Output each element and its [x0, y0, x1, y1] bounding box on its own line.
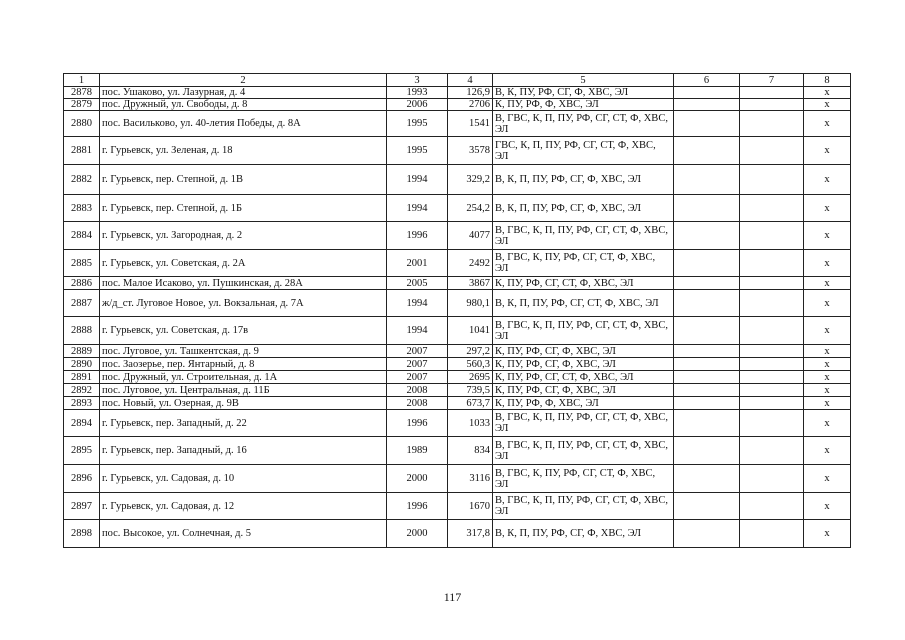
table-row	[64, 371, 851, 384]
column-8-cell: x	[804, 358, 851, 371]
table-body	[64, 74, 851, 548]
row-number: 2888	[64, 317, 100, 345]
table-row	[64, 384, 851, 397]
column-6-cell	[674, 250, 740, 277]
column-6-cell	[674, 410, 740, 437]
year-cell: 2008	[387, 397, 448, 410]
row-number: 2890	[64, 358, 100, 371]
column-7-cell	[740, 493, 804, 520]
area-cell: 297,2	[448, 345, 493, 358]
year-cell: 2000	[387, 520, 448, 548]
column-6-cell	[674, 384, 740, 397]
year-cell: 1995	[387, 137, 448, 165]
area-cell: 1541	[448, 111, 493, 137]
table-row	[64, 99, 851, 111]
year-cell: 2007	[387, 358, 448, 371]
area-cell: 1033	[448, 410, 493, 437]
table-row	[64, 137, 851, 165]
systems-cell: В, К, П, ПУ, РФ, СГ, Ф, ХВС, ЭЛ	[493, 520, 674, 548]
year-cell: 2001	[387, 250, 448, 277]
column-header: 8	[804, 74, 851, 87]
row-number: 2882	[64, 165, 100, 195]
column-6-cell	[674, 137, 740, 165]
table-row	[64, 358, 851, 371]
column-6-cell	[674, 520, 740, 548]
year-cell: 1993	[387, 87, 448, 99]
systems-cell: К, ПУ, РФ, СГ, СТ, Ф, ХВС, ЭЛ	[493, 371, 674, 384]
column-6-cell	[674, 195, 740, 222]
column-8-cell: x	[804, 371, 851, 384]
column-7-cell	[740, 99, 804, 111]
year-cell: 1996	[387, 222, 448, 250]
systems-cell: В, ГВС, К, ПУ, РФ, СГ, СТ, Ф, ХВС, ЭЛ	[493, 465, 674, 493]
column-header: 7	[740, 74, 804, 87]
systems-cell: К, ПУ, РФ, СГ, СТ, Ф, ХВС, ЭЛ	[493, 277, 674, 290]
systems-cell: ГВС, К, П, ПУ, РФ, СГ, СТ, Ф, ХВС, ЭЛ	[493, 137, 674, 165]
area-cell: 980,1	[448, 290, 493, 317]
column-header: 3	[387, 74, 448, 87]
year-cell: 2006	[387, 99, 448, 111]
row-number: 2889	[64, 345, 100, 358]
column-7-cell	[740, 250, 804, 277]
row-number: 2885	[64, 250, 100, 277]
systems-cell: К, ПУ, РФ, СГ, Ф, ХВС, ЭЛ	[493, 384, 674, 397]
column-header: 2	[100, 74, 387, 87]
column-6-cell	[674, 99, 740, 111]
area-cell: 834	[448, 437, 493, 465]
column-7-cell	[740, 437, 804, 465]
systems-cell: В, К, П, ПУ, РФ, СГ, СТ, Ф, ХВС, ЭЛ	[493, 290, 674, 317]
table-row	[64, 222, 851, 250]
area-cell: 329,2	[448, 165, 493, 195]
area-cell: 317,8	[448, 520, 493, 548]
column-7-cell	[740, 277, 804, 290]
column-8-cell: x	[804, 165, 851, 195]
systems-cell: В, ГВС, К, П, ПУ, РФ, СГ, СТ, Ф, ХВС, ЭЛ	[493, 410, 674, 437]
column-8-cell: x	[804, 410, 851, 437]
row-number: 2892	[64, 384, 100, 397]
column-8-cell: x	[804, 317, 851, 345]
address-cell: г. Гурьевск, ул. Зеленая, д. 18	[100, 137, 387, 165]
systems-cell: В, ГВС, К, ПУ, РФ, СГ, СТ, Ф, ХВС, ЭЛ	[493, 250, 674, 277]
column-7-cell	[740, 520, 804, 548]
year-cell: 2008	[387, 384, 448, 397]
column-7-cell	[740, 358, 804, 371]
area-cell: 126,9	[448, 87, 493, 99]
area-cell: 3578	[448, 137, 493, 165]
column-6-cell	[674, 277, 740, 290]
systems-cell: К, ПУ, РФ, СГ, Ф, ХВС, ЭЛ	[493, 345, 674, 358]
column-6-cell	[674, 345, 740, 358]
row-number: 2895	[64, 437, 100, 465]
column-6-cell	[674, 317, 740, 345]
column-8-cell: x	[804, 397, 851, 410]
year-cell: 2000	[387, 465, 448, 493]
column-6-cell	[674, 87, 740, 99]
address-cell: г. Гурьевск, пер. Западный, д. 22	[100, 410, 387, 437]
row-number: 2883	[64, 195, 100, 222]
column-8-cell: x	[804, 290, 851, 317]
table-row	[64, 520, 851, 548]
area-cell: 3116	[448, 465, 493, 493]
address-cell: пос. Луговое, ул. Ташкентская, д. 9	[100, 345, 387, 358]
page-number: 117	[443, 590, 462, 604]
table-row	[64, 87, 851, 99]
table-row	[64, 465, 851, 493]
row-number: 2880	[64, 111, 100, 137]
table-row	[64, 437, 851, 465]
column-6-cell	[674, 165, 740, 195]
address-cell: г. Гурьевск, ул. Садовая, д. 12	[100, 493, 387, 520]
row-number: 2887	[64, 290, 100, 317]
address-cell: г. Гурьевск, пер. Степной, д. 1Б	[100, 195, 387, 222]
address-cell: ж/д_ст. Луговое Новое, ул. Вокзальная, д. 7А	[100, 290, 387, 317]
column-8-cell: x	[804, 345, 851, 358]
column-6-cell	[674, 465, 740, 493]
row-number: 2881	[64, 137, 100, 165]
area-cell: 254,2	[448, 195, 493, 222]
column-8-cell: x	[804, 222, 851, 250]
systems-cell: В, ГВС, К, П, ПУ, РФ, СГ, СТ, Ф, ХВС, ЭЛ	[493, 493, 674, 520]
systems-cell: В, К, П, ПУ, РФ, СГ, Ф, ХВС, ЭЛ	[493, 195, 674, 222]
column-header: 1	[64, 74, 100, 87]
column-6-cell	[674, 290, 740, 317]
year-cell: 1994	[387, 195, 448, 222]
address-cell: пос. Высокое, ул. Солнечная, д. 5	[100, 520, 387, 548]
column-7-cell	[740, 397, 804, 410]
address-cell: г. Гурьевск, пер. Западный, д. 16	[100, 437, 387, 465]
table-row	[64, 277, 851, 290]
row-number: 2884	[64, 222, 100, 250]
address-cell: пос. Дружный, ул. Свободы, д. 8	[100, 99, 387, 111]
systems-cell: В, ГВС, К, П, ПУ, РФ, СГ, СТ, Ф, ХВС, ЭЛ	[493, 111, 674, 137]
row-number: 2897	[64, 493, 100, 520]
column-7-cell	[740, 165, 804, 195]
table-row	[64, 410, 851, 437]
column-8-cell: x	[804, 99, 851, 111]
address-cell: г. Гурьевск, ул. Садовая, д. 10	[100, 465, 387, 493]
column-7-cell	[740, 222, 804, 250]
systems-cell: В, ГВС, К, П, ПУ, РФ, СГ, СТ, Ф, ХВС, ЭЛ	[493, 317, 674, 345]
area-cell: 560,3	[448, 358, 493, 371]
address-cell: г. Гурьевск, ул. Загородная, д. 2	[100, 222, 387, 250]
systems-cell: В, ГВС, К, П, ПУ, РФ, СГ, СТ, Ф, ХВС, ЭЛ	[493, 437, 674, 465]
address-cell: пос. Малое Исаково, ул. Пушкинская, д. 28А	[100, 277, 387, 290]
row-number: 2894	[64, 410, 100, 437]
area-cell: 739,5	[448, 384, 493, 397]
column-header: 5	[493, 74, 674, 87]
row-number: 2896	[64, 465, 100, 493]
year-cell: 1994	[387, 290, 448, 317]
address-cell: пос. Новый, ул. Озерная, д. 9В	[100, 397, 387, 410]
column-6-cell	[674, 111, 740, 137]
area-cell: 673,7	[448, 397, 493, 410]
address-cell: пос. Васильково, ул. 40-летия Победы, д. 8А	[100, 111, 387, 137]
row-number: 2886	[64, 277, 100, 290]
column-6-cell	[674, 493, 740, 520]
column-7-cell	[740, 111, 804, 137]
area-cell: 4077	[448, 222, 493, 250]
column-6-cell	[674, 397, 740, 410]
table-row	[64, 397, 851, 410]
column-7-cell	[740, 137, 804, 165]
systems-cell: В, К, ПУ, РФ, СГ, Ф, ХВС, ЭЛ	[493, 87, 674, 99]
address-cell: г. Гурьевск, пер. Степной, д. 1В	[100, 165, 387, 195]
year-cell: 2007	[387, 345, 448, 358]
table-row	[64, 111, 851, 137]
area-cell: 1670	[448, 493, 493, 520]
systems-cell: К, ПУ, РФ, Ф, ХВС, ЭЛ	[493, 397, 674, 410]
year-cell: 1994	[387, 317, 448, 345]
column-8-cell: x	[804, 111, 851, 137]
area-cell: 3867	[448, 277, 493, 290]
table-row	[64, 493, 851, 520]
column-8-cell: x	[804, 277, 851, 290]
address-cell: пос. Заозерье, пер. Янтарный, д. 8	[100, 358, 387, 371]
row-number: 2893	[64, 397, 100, 410]
column-7-cell	[740, 384, 804, 397]
column-6-cell	[674, 222, 740, 250]
column-8-cell: x	[804, 250, 851, 277]
address-cell: пос. Ушаково, ул. Лазурная, д. 4	[100, 87, 387, 99]
area-cell: 2492	[448, 250, 493, 277]
column-6-cell	[674, 358, 740, 371]
row-number: 2878	[64, 87, 100, 99]
area-cell: 1041	[448, 317, 493, 345]
column-6-cell	[674, 437, 740, 465]
column-8-cell: x	[804, 87, 851, 99]
column-7-cell	[740, 410, 804, 437]
systems-cell: В, К, П, ПУ, РФ, СГ, Ф, ХВС, ЭЛ	[493, 165, 674, 195]
column-7-cell	[740, 371, 804, 384]
column-7-cell	[740, 87, 804, 99]
table-row	[64, 165, 851, 195]
table-row	[64, 195, 851, 222]
year-cell: 2005	[387, 277, 448, 290]
column-7-cell	[740, 465, 804, 493]
column-8-cell: x	[804, 520, 851, 548]
column-7-cell	[740, 195, 804, 222]
systems-cell: К, ПУ, РФ, Ф, ХВС, ЭЛ	[493, 99, 674, 111]
column-8-cell: x	[804, 465, 851, 493]
year-cell: 1989	[387, 437, 448, 465]
row-number: 2879	[64, 99, 100, 111]
year-cell: 1996	[387, 493, 448, 520]
column-8-cell: x	[804, 437, 851, 465]
area-cell: 2706	[448, 99, 493, 111]
year-cell: 2007	[387, 371, 448, 384]
column-8-cell: x	[804, 384, 851, 397]
address-cell: г. Гурьевск, ул. Советская, д. 17в	[100, 317, 387, 345]
row-number: 2898	[64, 520, 100, 548]
column-7-cell	[740, 345, 804, 358]
year-cell: 1994	[387, 165, 448, 195]
table-row	[64, 290, 851, 317]
year-cell: 1996	[387, 410, 448, 437]
area-cell: 2695	[448, 371, 493, 384]
address-cell: пос. Луговое, ул. Центральная, д. 11Б	[100, 384, 387, 397]
column-7-cell	[740, 290, 804, 317]
column-header: 4	[448, 74, 493, 87]
column-7-cell	[740, 317, 804, 345]
table-row	[64, 250, 851, 277]
column-6-cell	[674, 371, 740, 384]
column-header: 6	[674, 74, 740, 87]
address-cell: г. Гурьевск, ул. Советская, д. 2А	[100, 250, 387, 277]
column-8-cell: x	[804, 137, 851, 165]
register-table	[63, 73, 851, 548]
systems-cell: К, ПУ, РФ, СГ, Ф, ХВС, ЭЛ	[493, 358, 674, 371]
row-number: 2891	[64, 371, 100, 384]
column-8-cell: x	[804, 493, 851, 520]
table-row	[64, 317, 851, 345]
year-cell: 1995	[387, 111, 448, 137]
address-cell: пос. Дружный, ул. Строительная, д. 1А	[100, 371, 387, 384]
column-8-cell: x	[804, 195, 851, 222]
systems-cell: В, ГВС, К, П, ПУ, РФ, СГ, СТ, Ф, ХВС, ЭЛ	[493, 222, 674, 250]
table-row	[64, 345, 851, 358]
header-row	[64, 74, 851, 87]
